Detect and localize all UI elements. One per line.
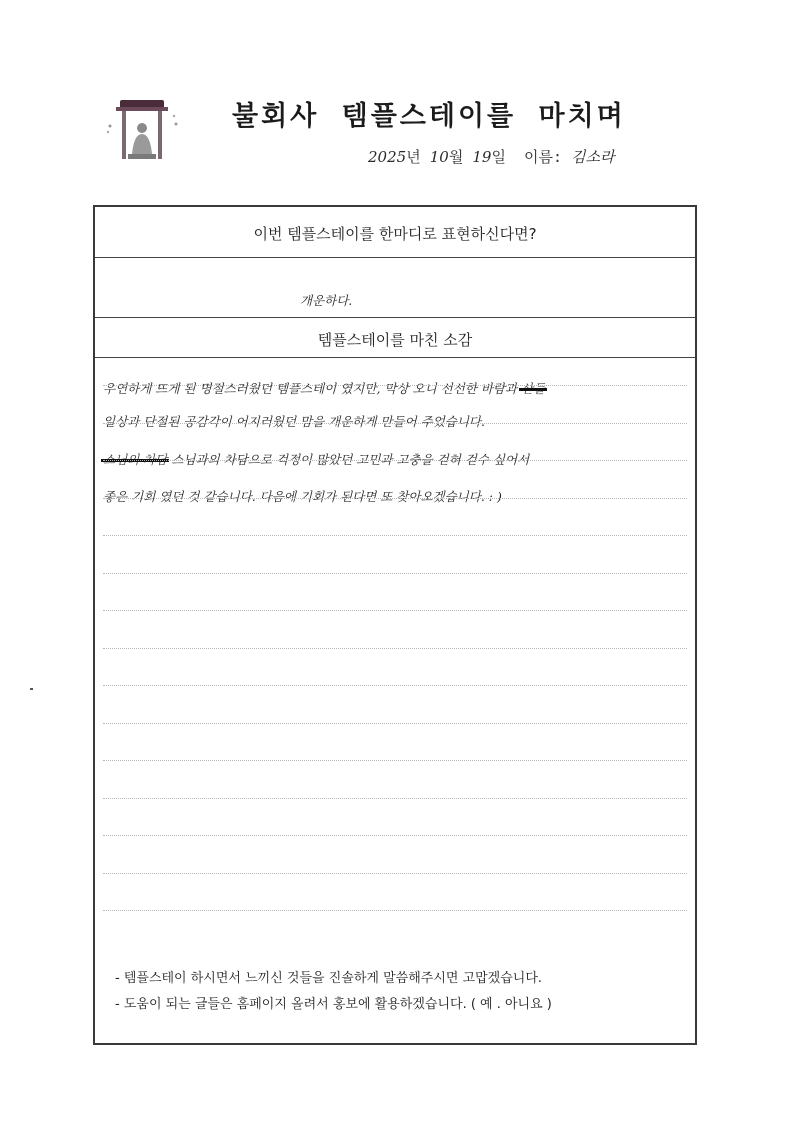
temple-logo: [104, 96, 182, 168]
handwritten-text: 좋은 기회 였던 것 같습니다. 다음에 기회가 된다면 또 찾아오겠습니다. : ): [103, 489, 502, 504]
ruled-line: [103, 610, 687, 611]
date-month-unit: 월: [448, 148, 464, 166]
ruled-line: [103, 910, 687, 911]
divider: [95, 357, 695, 358]
date-year: 2025: [368, 148, 407, 166]
temple-gate-buddha-icon: [104, 96, 182, 168]
ruled-line: [103, 385, 687, 386]
date-day-unit: 일: [491, 148, 506, 166]
struck-text: 산들: [521, 381, 546, 396]
form-title: 불회사 템플스테이를 마치며: [232, 101, 626, 132]
note-line-two: - 도움이 되는 글들은 홈페이지 올려서 홍보에 활용하겠습니다. ( 예 . 아니요 ): [115, 997, 552, 1012]
question-two-label: 템플스테이를 마친 소감: [317, 331, 473, 349]
name-value: 김소라: [571, 148, 615, 166]
ruled-line: [103, 648, 687, 649]
handwritten-text: 우연하게 뜨게 된 명절스러웠던 템플스테이 였지만, 막상 오니 선선한 바람과: [103, 381, 522, 396]
ruled-line: [103, 873, 687, 874]
date-month: 10: [429, 148, 449, 166]
question-one-label: 이번 템플스테이를 한마디로 표현하신다면?: [253, 225, 537, 243]
margin-mark: [30, 688, 33, 690]
ruled-line: [103, 723, 687, 724]
survey-form: [93, 205, 697, 1045]
impression-line: [103, 379, 545, 397]
ruled-line: [103, 535, 687, 536]
ruled-line: [103, 760, 687, 761]
impression-line: [103, 450, 529, 468]
ruled-line: [103, 573, 687, 574]
divider: [95, 257, 695, 258]
name-label: 이름:: [524, 148, 563, 166]
ruled-line: [103, 685, 687, 686]
answer-one-text: 개운하다.: [300, 293, 353, 308]
divider: [95, 317, 695, 318]
date-day: 19: [472, 148, 492, 166]
impression-line: [103, 412, 485, 430]
impression-line: [103, 487, 502, 505]
date-year-unit: 년: [406, 148, 421, 166]
ruled-line: [103, 835, 687, 836]
ruled-line: [103, 498, 687, 499]
handwritten-text: 스님과의 차담으로 걱정이 많았던 고민과 고충을 걷혀 걷수 싶어서: [167, 452, 530, 467]
ruled-line: [103, 460, 687, 461]
note-line-one: - 템플스테이 하시면서 느끼신 것들을 진솔하게 말씀해주시면 고맙겠습니다.: [115, 971, 543, 986]
date-name-line: [368, 146, 615, 167]
handwritten-text: 일상과 단절된 공감각이 어지러웠던 맘을 개운하게 만들어 주었습니다.: [103, 414, 485, 429]
ruled-line: [103, 798, 687, 799]
struck-text: 스님의 차담: [103, 452, 168, 467]
ruled-line: [103, 423, 687, 424]
